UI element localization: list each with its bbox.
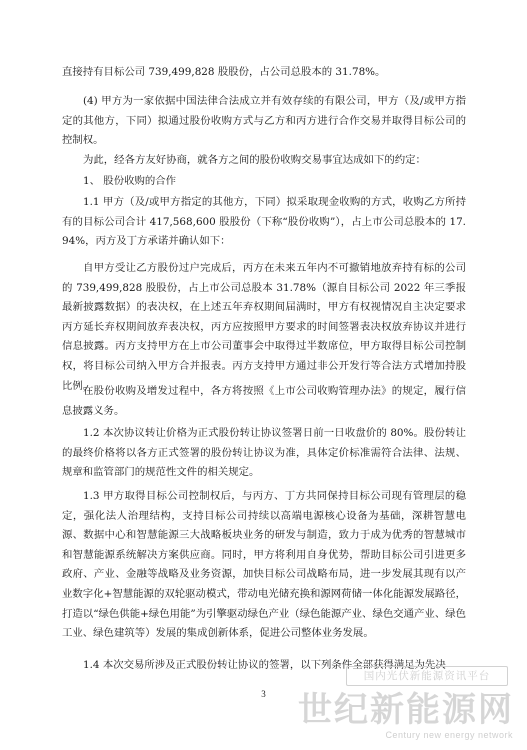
paragraph-shareholding-continuation: 直接持有目标公司 739,499,828 股股份，占公司总股本的 31.78%。 (62, 66, 386, 78)
paragraph-agreement-intro: 为此，经各方友好协商，就各方之间的股份收购交易事宜达成如下的约定： (83, 154, 426, 166)
clause-1-3: 1.3 甲方取得目标公司控制权后，与丙方、丁方共同保持目标公司现有管理层的稳定，强化法人治理结构，支持目标公司持续以高端电源核心设备为基础，深耕智慧电源、数据中心和智慧能源三大战略板块业务的研发与制造，致力于成为优秀的智慧城市和智慧能源系统解决方案供应商。同时，甲方将利用自身优势，帮助目标公司引进更多政府、产业、金融等战略及业务资源，加快目标公司战略布局，进一步发展其现有以产业数字化+智慧能源的双轮驱动模式，带动电光储充换和源网荷储一体化能源发展路径，打造以“绿色供能+绿色用能”为引擎驱动绿色产业（绿色能源产业、绿色交通产业、绿色工业、绿色建筑等）发展的集成创新体系，促进公司整体业务发展。 (62, 490, 466, 640)
watermark-logo-text: 世纪新能源网 (298, 690, 514, 730)
watermark-english-text: Century new energy network (385, 730, 513, 740)
paragraph-party-a-intro: (4) 甲方为一家依据中国法律合法成立并有效存续的有限公司，甲方（及/或甲方指定的其他方，下同）拟通过股份收购方式与乙方和丙方进行合作交易并取得目标公司的控制权。 (62, 95, 466, 147)
clause-1-4: 1.4 本次交易所涉及正式股份转让协议的签署，以下列条件全部获得满足为先决 (83, 659, 446, 671)
paragraph-voting-rights-waiver: 自甲方受让乙方股份过户完成后，丙方在未来五年内不可撤销地放弃持有标的公司的 739,499,828 股股份，占上市公司总股本 31.78%（源自目标公司 2022 年三季报最新披露数据）的表决权，在上述五年弃权期间届满时，甲方有权视情况自主决定要求丙方延长弃权期间放弃表决权，丙方应按照甲方要求的时间签署表决权放弃协议并进行信息披露。丙方支持甲方在上市公司董事会中取得过半数席位，甲方取得目标公司控制权，将目标公司纳入甲方合并报表。丙方支持甲方通过非公开发行等合法方式增加持股比例。 (62, 262, 466, 392)
paragraph-disclosure-obligation: 在股份收购及增发过程中，各方将按照《上市公司收购管理办法》的规定，履行信息披露义务。 (62, 385, 466, 417)
section-heading-share-acquisition: 1、 股份收购的合作 (83, 175, 177, 187)
clause-1-2: 1.2 本次协议转让价格为正式股份转让协议签署日前一日收盘价的 80%。股份转让的最终价格将以各方正式签署的股份转让协议为准，具体定价标准需符合法律、法规、规章和监管部门的规范性文件的相关规定。 (62, 427, 466, 479)
page-number: 3 (261, 689, 266, 699)
clause-1-1: 1.1 甲方（及/或甲方指定的其他方，下同）拟采取现金收购的方式，收购乙方所持有的目标公司合计 417,568,600 股股份（下称“股份收购”），占上市公司总股本的 17.94%，丙方及丁方承诺并确认如下： (62, 196, 466, 248)
watermark-tagline: 国内光伏新能源资讯平台 (346, 666, 508, 686)
